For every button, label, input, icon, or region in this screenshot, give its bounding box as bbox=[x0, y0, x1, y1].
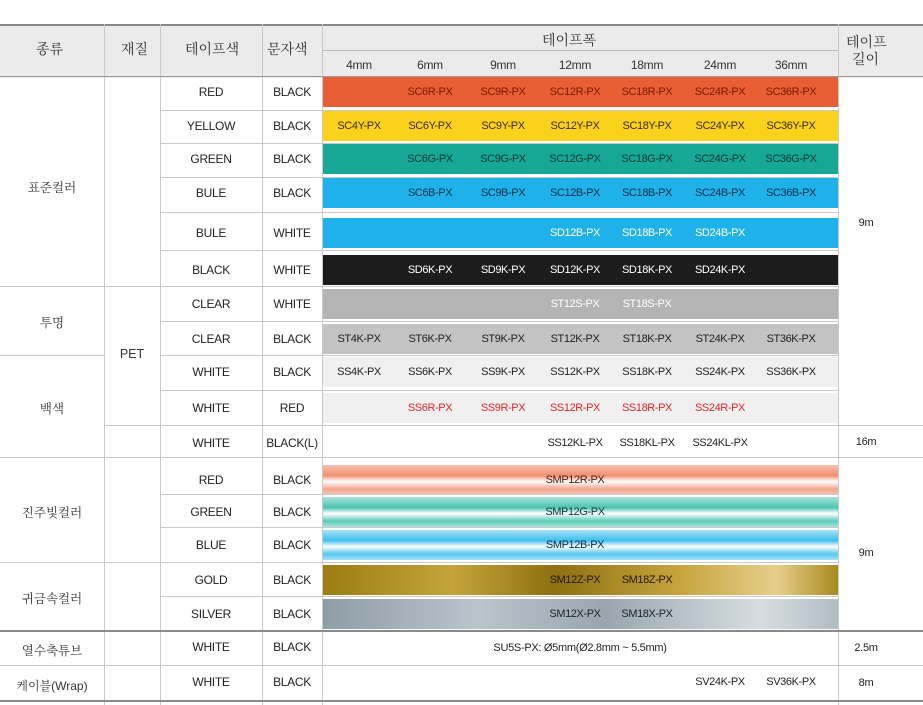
product-code: ST12S-PX bbox=[550, 298, 600, 310]
product-code: SC4Y-PX bbox=[337, 120, 381, 132]
text-color-cell: BLACK bbox=[273, 152, 311, 166]
product-code: ST18S-PX bbox=[622, 298, 672, 310]
width-label: 4mm bbox=[346, 58, 372, 72]
product-code: SC12Y-PX bbox=[550, 120, 600, 132]
length-value: 9m bbox=[858, 547, 874, 559]
width-label: 12mm bbox=[558, 58, 592, 72]
row-divider bbox=[0, 76, 923, 77]
product-code: SC18R-PX bbox=[621, 86, 673, 98]
product-code: SS4K-PX bbox=[337, 366, 381, 378]
header-tape-length-line1: 테이프 bbox=[846, 34, 887, 50]
product-code: SC18G-PX bbox=[621, 153, 673, 165]
product-code: ST36K-PX bbox=[766, 333, 816, 345]
product-code: SC6G-PX bbox=[407, 153, 453, 165]
tape-color-cell: YELLOW bbox=[186, 119, 236, 133]
width-label: 24mm bbox=[703, 58, 737, 72]
product-code: SD18B-PX bbox=[622, 227, 672, 239]
row-divider bbox=[160, 143, 838, 144]
tape-color-cell: WHITE bbox=[192, 436, 230, 450]
product-code: SC6B-PX bbox=[407, 187, 453, 199]
category-white: 백색 bbox=[39, 402, 65, 416]
tape-color-cell: WHITE bbox=[192, 401, 230, 415]
tape-color-cell: WHITE bbox=[192, 675, 230, 689]
text-color-cell: BLACK bbox=[273, 186, 311, 200]
product-code: SC36Y-PX bbox=[766, 120, 816, 132]
text-color-cell: WHITE bbox=[273, 263, 311, 277]
product-code: SM18X-PX bbox=[621, 608, 673, 620]
row-divider bbox=[160, 177, 838, 178]
tape-color-cell: CLEAR bbox=[191, 332, 231, 346]
header-top-rule bbox=[0, 24, 923, 26]
table-bottom-rule bbox=[0, 700, 923, 702]
product-code: SM12Z-PX bbox=[549, 574, 601, 586]
text-color-cell: RED bbox=[279, 401, 305, 415]
product-code: SC18Y-PX bbox=[622, 120, 672, 132]
product-code: ST9K-PX bbox=[481, 333, 525, 345]
product-code: SMP12G-PX bbox=[545, 506, 605, 518]
tape-color-cell: GREEN bbox=[190, 505, 232, 519]
width-label: 18mm bbox=[630, 58, 664, 72]
product-code: ST4K-PX bbox=[337, 333, 381, 345]
product-code: ST24K-PX bbox=[695, 333, 745, 345]
category-metallic: 귀금속컬러 bbox=[21, 592, 83, 606]
text-color-cell: BLACK bbox=[273, 505, 311, 519]
column-divider bbox=[104, 24, 105, 705]
row-divider bbox=[0, 630, 923, 632]
row-divider bbox=[160, 527, 838, 528]
text-color-cell: BLACK(L) bbox=[266, 436, 318, 450]
product-code: SM12X-PX bbox=[549, 608, 601, 620]
row-divider bbox=[0, 355, 104, 356]
product-code: SC12G-PX bbox=[549, 153, 601, 165]
product-code: SD6K-PX bbox=[407, 264, 453, 276]
row-divider bbox=[160, 110, 838, 111]
tape-color-cell: CLEAR bbox=[191, 297, 231, 311]
product-code: SS18KL-PX bbox=[619, 437, 675, 449]
row-divider bbox=[160, 596, 838, 597]
product-code: SD24B-PX bbox=[695, 227, 745, 239]
tape-color-cell: WHITE bbox=[192, 640, 230, 654]
product-code: SC18B-PX bbox=[622, 187, 672, 199]
product-code: SC24Y-PX bbox=[695, 120, 745, 132]
row-divider bbox=[104, 425, 923, 426]
product-code: SS6R-PX bbox=[407, 402, 453, 414]
product-code: SC9B-PX bbox=[480, 187, 526, 199]
product-code: SM18Z-PX bbox=[621, 574, 673, 586]
product-code: SD24K-PX bbox=[695, 264, 745, 276]
text-color-cell: BLACK bbox=[273, 332, 311, 346]
product-code: SC24G-PX bbox=[694, 153, 746, 165]
text-color-cell: BLACK bbox=[273, 607, 311, 621]
tape-color-cell: BULE bbox=[195, 186, 227, 200]
category-cable: 케이블(Wrap) bbox=[16, 679, 88, 693]
heat-shrink-spec: SU5S-PX: Ø5mm(Ø2.8mm ~ 5.5mm) bbox=[493, 642, 667, 654]
header-tape-length-line2: 길이 bbox=[852, 51, 880, 67]
text-color-cell: WHITE bbox=[273, 297, 311, 311]
row-divider bbox=[160, 390, 838, 391]
product-code: SC36B-PX bbox=[766, 187, 816, 199]
product-code: SC36G-PX bbox=[765, 153, 817, 165]
tape-color-cell: BLUE bbox=[195, 538, 227, 552]
tape-color-cell: BLACK bbox=[192, 263, 230, 277]
length-value: 16m bbox=[855, 436, 877, 448]
text-color-cell: BLACK bbox=[273, 640, 311, 654]
header-sub-rule bbox=[323, 50, 838, 51]
text-color-cell: BLACK bbox=[273, 573, 311, 587]
header-category: 종류 bbox=[36, 41, 64, 57]
width-label: 36mm bbox=[774, 58, 808, 72]
tape-color-cell: WHITE bbox=[192, 365, 230, 379]
product-code: SC24R-PX bbox=[694, 86, 746, 98]
row-divider bbox=[160, 355, 838, 356]
width-label: 6mm bbox=[417, 58, 443, 72]
product-code: SC12R-PX bbox=[549, 86, 601, 98]
tape-color-cell: SILVER bbox=[191, 607, 231, 621]
text-color-cell: BLACK bbox=[273, 538, 311, 552]
product-code: SMP12R-PX bbox=[545, 474, 605, 486]
text-color-cell: BLACK bbox=[273, 119, 311, 133]
tape-color-cell: RED bbox=[198, 85, 224, 99]
product-code: ST12K-PX bbox=[550, 333, 600, 345]
product-code: SC9Y-PX bbox=[481, 120, 525, 132]
row-divider bbox=[0, 286, 838, 287]
row-divider bbox=[0, 665, 923, 666]
product-code: SS24R-PX bbox=[695, 402, 745, 414]
column-divider bbox=[160, 24, 161, 705]
product-code: SS9R-PX bbox=[480, 402, 526, 414]
header-tape-width: 테이프폭 bbox=[542, 32, 597, 48]
product-code: SS18R-PX bbox=[622, 402, 672, 414]
column-divider bbox=[838, 24, 839, 705]
row-divider bbox=[0, 457, 923, 458]
product-code: SC6Y-PX bbox=[408, 120, 452, 132]
row-divider bbox=[160, 494, 838, 495]
tape-color-cell: GREEN bbox=[190, 152, 232, 166]
product-code: SD18K-PX bbox=[622, 264, 672, 276]
product-code: SC24B-PX bbox=[695, 187, 745, 199]
row-divider bbox=[160, 250, 838, 251]
product-code: SV24K-PX bbox=[695, 676, 745, 688]
row-divider bbox=[0, 562, 838, 563]
product-code: SS12KL-PX bbox=[547, 437, 603, 449]
product-code: ST18K-PX bbox=[622, 333, 672, 345]
header-material: 재질 bbox=[121, 41, 149, 57]
product-code: SC36R-PX bbox=[765, 86, 817, 98]
length-value: 2.5m bbox=[854, 642, 878, 654]
text-color-cell: BLACK bbox=[273, 85, 311, 99]
row-divider bbox=[160, 212, 838, 213]
product-code: SD12K-PX bbox=[550, 264, 600, 276]
product-code: SMP12B-PX bbox=[545, 539, 605, 551]
product-code: SS12K-PX bbox=[550, 366, 600, 378]
header-tape-color: 테이프색 bbox=[185, 41, 240, 57]
material-label: PET bbox=[119, 347, 145, 361]
product-code: SD12B-PX bbox=[550, 227, 600, 239]
category-heat-shrink: 열수축튜브 bbox=[21, 644, 83, 658]
text-color-cell: BLACK bbox=[273, 675, 311, 689]
product-code: SS6K-PX bbox=[408, 366, 452, 378]
product-code: SC6R-PX bbox=[407, 86, 453, 98]
product-code: SV36K-PX bbox=[766, 676, 816, 688]
length-value: 8m bbox=[858, 677, 874, 689]
product-code: SS9K-PX bbox=[481, 366, 525, 378]
text-color-cell: BLACK bbox=[273, 365, 311, 379]
tape-color-cell: RED bbox=[198, 473, 224, 487]
category-standard: 표준컬러 bbox=[27, 181, 77, 195]
text-color-cell: WHITE bbox=[273, 226, 311, 240]
product-code: ST6K-PX bbox=[408, 333, 452, 345]
tape-color-cell: BULE bbox=[195, 226, 227, 240]
header-text-color: 문자색 bbox=[267, 41, 308, 57]
length-value: 9m bbox=[858, 217, 874, 229]
product-code: SS12R-PX bbox=[550, 402, 600, 414]
product-code: SS24K-PX bbox=[695, 366, 745, 378]
text-color-cell: BLACK bbox=[273, 473, 311, 487]
category-clear: 투명 bbox=[39, 316, 65, 330]
product-code: SS18K-PX bbox=[622, 366, 672, 378]
tape-color-cell: GOLD bbox=[194, 573, 228, 587]
product-code: SS36K-PX bbox=[766, 366, 816, 378]
category-pearl: 진주빛컬러 bbox=[21, 506, 83, 520]
width-label: 9mm bbox=[490, 58, 516, 72]
product-code: SS24KL-PX bbox=[692, 437, 748, 449]
column-divider bbox=[262, 24, 263, 705]
product-code: SC12B-PX bbox=[550, 187, 600, 199]
product-code: SC9G-PX bbox=[480, 153, 526, 165]
product-code: SC9R-PX bbox=[480, 86, 526, 98]
row-divider bbox=[160, 321, 838, 322]
product-code: SD9K-PX bbox=[480, 264, 526, 276]
